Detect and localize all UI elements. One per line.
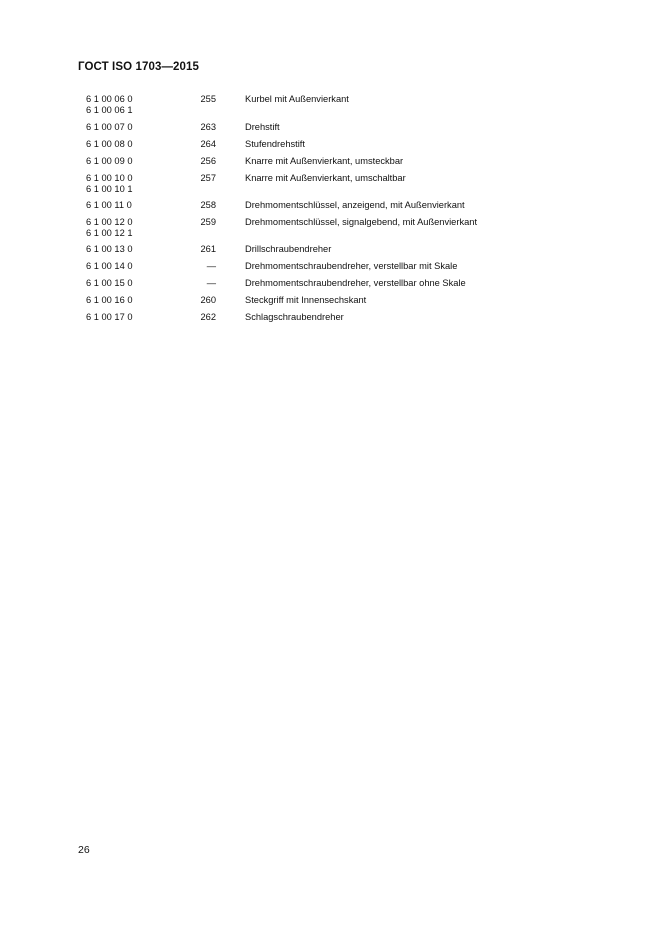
row-description: Knarre mit Außenvierkant, umsteckbar (245, 156, 404, 166)
row-number: 259 (200, 217, 216, 227)
row-number: — (206, 278, 216, 288)
page-number: 26 (78, 844, 90, 856)
row-description: Drehmomentschraubendreher, verstellbar ohne Skale (245, 278, 466, 288)
code-line: 6 1 00 12 1 (86, 228, 133, 238)
code-line: 6 1 00 09 0 (86, 156, 133, 166)
row-description: Kurbel mit Außenvierkant (245, 94, 349, 104)
code-line: 6 1 00 07 0 (86, 122, 133, 132)
row-description: Drehmomentschlüssel, anzeigend, mit Außenvierkant (245, 200, 465, 210)
row-number: 264 (200, 139, 216, 149)
row-number: — (206, 261, 216, 271)
row-code (86, 122, 133, 133)
row-code (86, 94, 133, 116)
row-description: Drillschraubendreher (245, 244, 332, 254)
code-line: 6 1 00 15 0 (86, 278, 133, 288)
code-line: 6 1 00 13 0 (86, 244, 133, 254)
code-line: 6 1 00 10 0 (86, 173, 133, 183)
code-line: 6 1 00 17 0 (86, 312, 133, 322)
row-code (86, 244, 133, 255)
row-number: 260 (200, 295, 216, 305)
row-description: Drehstift (245, 122, 280, 132)
code-line: 6 1 00 06 0 (86, 94, 133, 104)
row-number: 257 (200, 173, 216, 183)
row-code (86, 312, 133, 323)
row-description: Knarre mit Außenvierkant, umschaltbar (245, 173, 406, 183)
row-number: 256 (200, 156, 216, 166)
row-number: 261 (200, 244, 216, 254)
row-code (86, 139, 133, 150)
row-number: 258 (200, 200, 216, 210)
row-code (86, 173, 133, 195)
row-description: Schlagschraubendreher (245, 312, 344, 322)
code-line: 6 1 00 06 1 (86, 105, 133, 115)
code-line: 6 1 00 10 1 (86, 184, 133, 194)
row-code (86, 278, 133, 289)
row-description: Steckgriff mit Innensechskant (245, 295, 367, 305)
row-number: 255 (200, 94, 216, 104)
row-code (86, 156, 133, 167)
code-line: 6 1 00 14 0 (86, 261, 133, 271)
row-code (86, 295, 133, 306)
row-number: 262 (200, 312, 216, 322)
row-description: Drehmomentschlüssel, signalgebend, mit Außenvierkant (245, 217, 478, 227)
row-description: Stufendrehstift (245, 139, 305, 149)
row-description: Drehmomentschraubendreher, verstellbar mit Skale (245, 261, 458, 271)
document-header: ГОСТ ISO 1703—2015 (78, 61, 200, 73)
code-line: 6 1 00 12 0 (86, 217, 133, 227)
code-line: 6 1 00 08 0 (86, 139, 133, 149)
row-number: 263 (200, 122, 216, 132)
row-code (86, 217, 133, 239)
row-code (86, 200, 132, 211)
row-code (86, 261, 133, 272)
code-line: 6 1 00 11 0 (86, 200, 132, 210)
code-line: 6 1 00 16 0 (86, 295, 133, 305)
